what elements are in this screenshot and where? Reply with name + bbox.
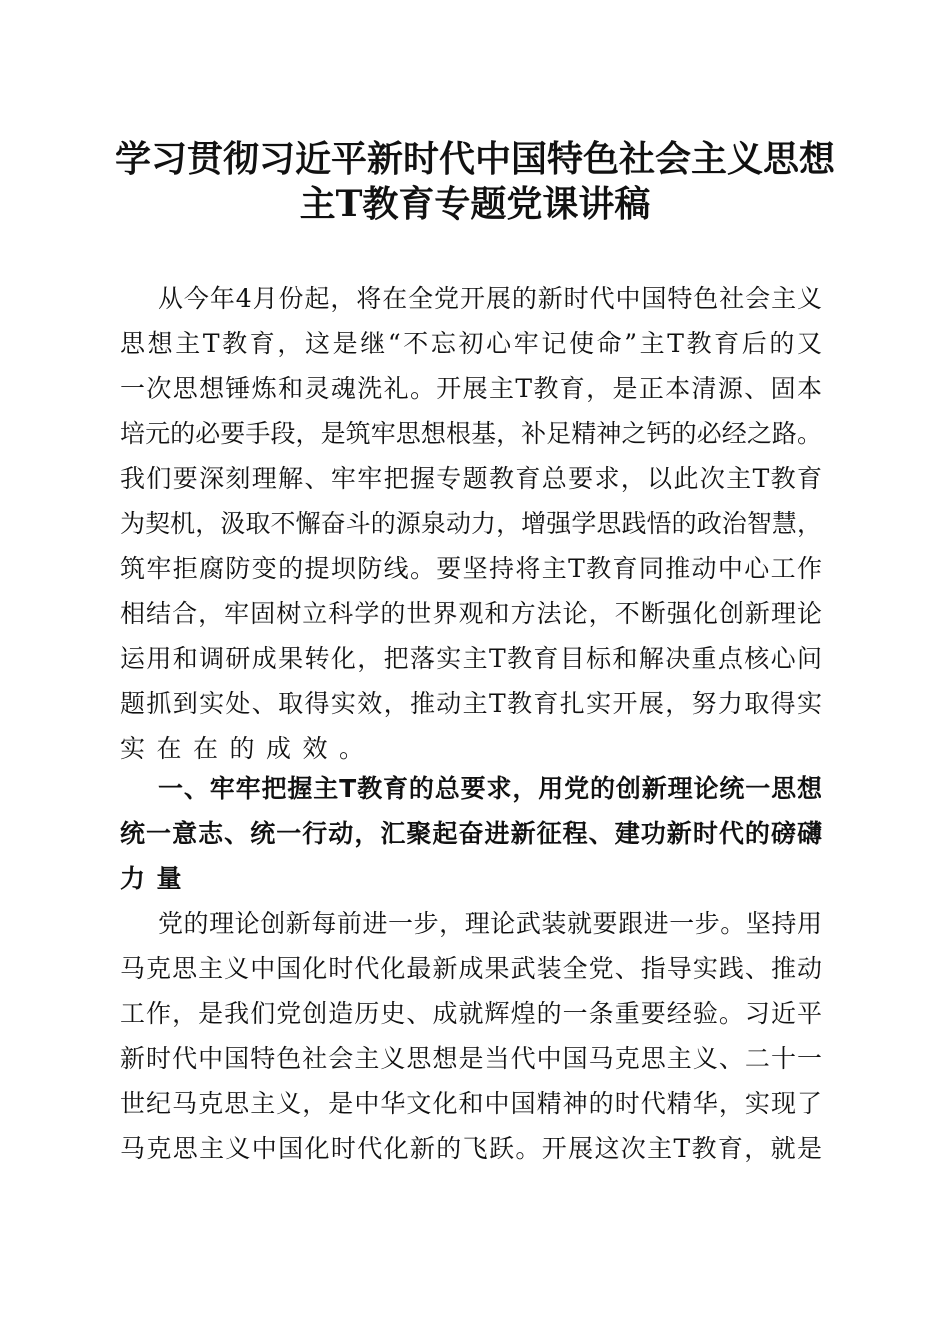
text-line: 马克思主义中国化时代化最新成果武装全党、指导实践、推动 [120,954,822,983]
text-line: 世纪马克思主义，是中华文化和中国精神的时代精华，实现了 [120,1089,822,1118]
text-line: 马克思主义中国化时代化新的飞跃。开展这次主T教育，就是 [120,1134,822,1163]
text-line: 题抓到实处、取得实效，推动主T教育扎实开展，努力取得实 [120,689,822,718]
paragraph-2 [120,901,822,1171]
paragraph-1 [120,276,822,771]
text-line: 培元的必要手段，是筑牢思想根基，补足精神之钙的必经之路。 [120,419,822,448]
title-line-1: 学习贯彻习近平新时代中国特色社会主义思想 [114,138,835,180]
text-line: 一次思想锤炼和灵魂洗礼。开展主T教育，是正本清源、固本 [120,374,822,403]
document-title [0,137,950,227]
text-line: 实在在的成效。 [120,734,376,763]
text-line: 党的理论创新每前进一步，理论武装就要跟进一步。坚持用 [158,909,822,938]
heading-line: 一、牢牢把握主T教育的总要求，用党的创新理论统一思想 [158,774,822,803]
heading-line: 统一意志、统一行动，汇聚起奋进新征程、建功新时代的磅礴 [120,819,822,848]
text-line: 相结合，牢固树立科学的世界观和方法论，不断强化创新理论 [120,599,822,628]
title-line-2: 主T教育专题党课讲稿 [299,183,651,225]
section-heading-1 [120,766,822,901]
text-line: 新时代中国特色社会主义思想是当代中国马克思主义、二十一 [120,1044,822,1073]
text-line: 运用和调研成果转化，把落实主T教育目标和解决重点核心问 [120,644,822,673]
text-line: 为契机，汲取不懈奋斗的源泉动力，增强学思践悟的政治智慧， [120,509,822,538]
text-line: 从今年4月份起，将在全党开展的新时代中国特色社会主义 [158,284,822,313]
heading-line: 力量 [120,864,194,893]
text-line: 思想主T教育，这是继“不忘初心牢记使命”主T教育后的又 [120,329,822,358]
text-line: 工作，是我们党创造历史、成就辉煌的一条重要经验。习近平 [120,999,822,1028]
text-line: 筑牢拒腐防变的提坝防线。要坚持将主T教育同推动中心工作 [120,554,822,583]
text-line: 我们要深刻理解、牢牢把握专题教育总要求，以此次主T教育 [120,464,822,493]
